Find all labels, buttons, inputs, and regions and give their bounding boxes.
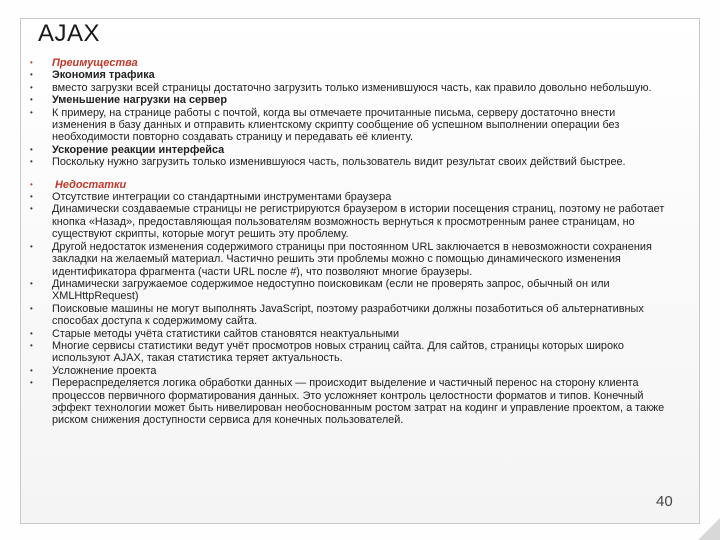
list-item xyxy=(30,340,672,365)
list-item xyxy=(30,377,672,427)
bullet-icon: • xyxy=(30,144,33,154)
list-item xyxy=(30,57,672,69)
advantages-list xyxy=(30,57,672,169)
bullet-icon: • xyxy=(30,157,33,167)
list-item-text: Ускорение реакции интерфейса xyxy=(52,143,225,156)
list-item-text: Динамически создаваемые страницы не регистрируются браузером в истории посещения страниц, поэтому не работает кнопка «Назад», предоставляющая пользователям возможность вернуться к просмотренным ранее страницам, но существуют скрипты, которые могут решить эту проблему. xyxy=(52,203,665,241)
list-item xyxy=(30,241,672,278)
slide-corner-decoration xyxy=(698,518,720,540)
disadvantages-list xyxy=(30,179,672,427)
list-item xyxy=(30,82,672,94)
bullet-icon: • xyxy=(30,278,33,288)
bullet-icon: • xyxy=(30,204,33,214)
list-item-text: Экономия трафика xyxy=(52,69,155,82)
list-item xyxy=(30,94,672,106)
list-item-text: Другой недостаток изменения содержимого страницы при постоянном URL заключается в невозможности сохранения закладки на желаемый материал. Частично решить эти проблемы можно с помощью динамического изменения идентификатора фрагмента (части URL после #), что позволяют многие браузеры. xyxy=(52,240,652,278)
list-item xyxy=(30,278,672,303)
bullet-icon: • xyxy=(30,241,33,251)
list-item-text: вместо загрузки всей страницы достаточно загрузить только изменившуюся часть, как правило довольно небольшую. xyxy=(52,81,652,94)
bullet-icon: • xyxy=(30,378,33,388)
bullet-icon: • xyxy=(30,179,33,189)
bullet-icon: • xyxy=(30,365,33,375)
list-item-text: Уменьшение нагрузки на сервер xyxy=(52,94,227,107)
page-number: 40 xyxy=(656,493,673,510)
list-item xyxy=(30,303,672,328)
list-item xyxy=(30,179,672,191)
bullet-icon: • xyxy=(30,107,33,117)
list-item-text: Динамически загружаемое содержимое недоступно поисковикам (если не проверять запрос, обычный он или XMLHttpRequest) xyxy=(52,277,610,303)
section-gap xyxy=(30,169,672,179)
list-item-text: Усложнение проекта xyxy=(52,364,157,377)
bullet-icon: • xyxy=(30,58,33,67)
disadvantages-heading: Недостатки xyxy=(52,178,127,191)
bullet-icon: • xyxy=(30,328,33,338)
list-item xyxy=(30,365,672,377)
list-item xyxy=(30,328,672,340)
list-item xyxy=(30,144,672,156)
list-item-text: Поисковые машины не могут выполнять JavaScript, поэтому разработчики должны позаботиться об альтернативных способах доступа к содержимому сайта. xyxy=(52,302,644,328)
bullet-icon: • xyxy=(30,192,33,202)
list-item xyxy=(30,156,672,168)
bullet-icon: • xyxy=(30,340,33,350)
bullet-icon: • xyxy=(30,303,33,313)
list-item-text: Поскольку нужно загрузить только изменившуюся часть, пользователь видит результат своих действий быстрее. xyxy=(52,156,626,169)
list-item-text: К примеру, на странице работы с почтой, когда вы отмечаете прочитанные письма, серверу достаточно внести изменения в базу данных и отправить клиентскому скрипту сообщение об успешном выполнении операции без необходимости повторно создавать страницу и передавать её клиенту. xyxy=(52,106,620,144)
bullet-icon: • xyxy=(30,82,33,92)
list-item-text: Старые методы учёта статистики сайтов становятся неактуальными xyxy=(52,327,400,340)
slide-content xyxy=(30,57,672,427)
page-title: AJAX xyxy=(38,20,101,47)
advantages-heading: Преимущества xyxy=(52,57,138,69)
list-item xyxy=(30,191,672,203)
bullet-icon: • xyxy=(30,95,33,105)
list-item xyxy=(30,107,672,144)
bullet-icon: • xyxy=(30,70,33,80)
list-item-text: Отсутствие интеграции со стандартными инструментами браузера xyxy=(52,191,392,204)
list-item xyxy=(30,69,672,81)
list-item xyxy=(30,203,672,240)
list-item-text: Перераспределяется логика обработки данных — происходит выделение и частичный перенос на сторону клиента процессов первичного форматирования данных. Это усложняет контроль целостности форматов и типов. Конечный эффект технологии может быть нивелирован необоснованным ростом затрат на кодинг и управление проектом, а также риском снижения доступности сервиса для конечных пользователей. xyxy=(52,377,665,427)
list-item-text: Многие сервисы статистики ведут учёт просмотров новых страниц сайта. Для сайтов, страницы которых широко используют AJAX, такая статистика теряет актуальность. xyxy=(52,339,624,365)
